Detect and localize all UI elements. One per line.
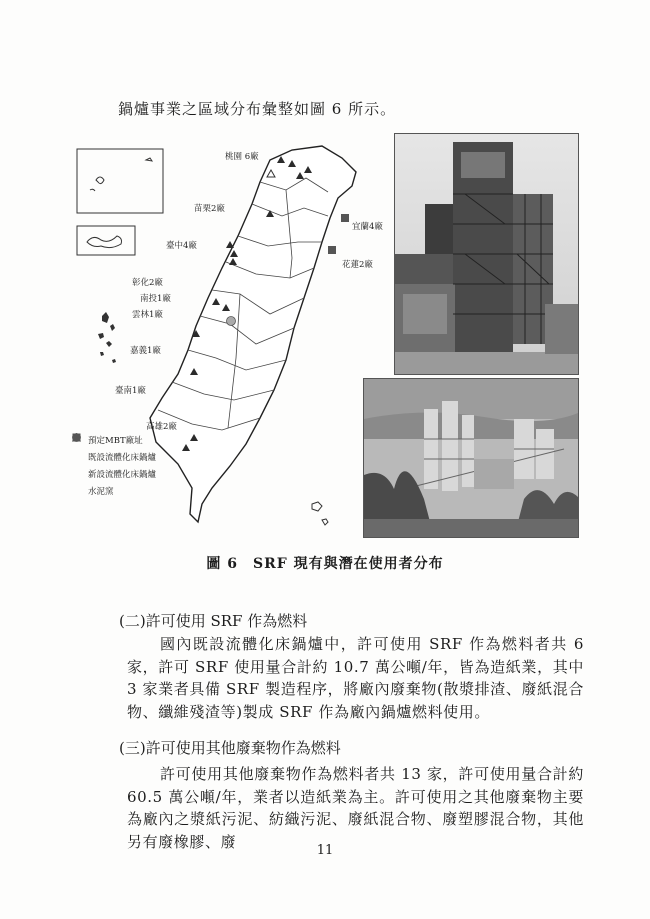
legend-item <box>72 433 156 450</box>
cement-kiln-marker-hualien <box>328 246 336 254</box>
label-hualien: 花蓮2廠 <box>342 260 373 270</box>
legend-label: 水泥窯 <box>88 487 114 497</box>
label-yunlin: 雲林1廠 <box>132 310 163 320</box>
section-2-body: 國內既設流體化床鍋爐中，許可使用 SRF 作為燃料者共 6 家，許可 SRF 使用量合計約 10.7 萬公噸/年，皆為造紙業，其中 3 家業者具備 SRF 製造程序，將廠內廢棄物(散漿排渣、廢紙混合物、纖維殘渣等)製成 SRF 作為廠內鍋爐燃料使用。 <box>127 635 584 721</box>
intro-text: 鍋爐事業之區域分布彙整如圖 6 所示。 <box>118 100 397 118</box>
taiwan-map-figure <box>60 138 385 543</box>
page-number: 11 <box>316 843 334 858</box>
label-chiayi: 嘉義1廠 <box>130 346 161 356</box>
section-3-heading: (三)許可使用其他廢棄物作為燃料 <box>119 739 341 757</box>
label-nantou: 南投1廠 <box>140 294 171 304</box>
inset-box-bottom <box>77 226 135 255</box>
map-legend <box>72 433 156 501</box>
section-3-body: 許可使用其他廢棄物作為燃料者共 13 家，許可使用量合計約 60.5 萬公噸/年，業者以造紙業為主。許可使用之其他廢棄物主要為廠內之漿紙污泥、紡織污泥、廢紙混合物、廢塑膠混合物，其他另有廢橡膠、廢 <box>127 765 584 851</box>
legend-label: 預定MBT廠址 <box>88 436 143 446</box>
cement-kiln-marker-yilan <box>341 214 349 222</box>
penghu-islands <box>98 312 116 363</box>
inset-island-1 <box>90 177 104 191</box>
inset-island-2 <box>146 158 152 161</box>
green-island <box>312 502 322 511</box>
label-miaoli: 苗栗2廠 <box>194 204 225 214</box>
legend-label: 既設流體化床鍋爐 <box>88 453 157 463</box>
label-taoyuan: 桃園 6廠 <box>225 152 259 162</box>
label-taichung: 臺中4廠 <box>166 241 197 251</box>
cement-plant-photo <box>363 378 579 538</box>
label-yilan: 宜蘭4廠 <box>352 222 383 232</box>
orchid-island <box>322 519 328 525</box>
figure-caption: 圖 6 SRF 現有與潛在使用者分布 <box>206 556 444 572</box>
triangle-marker <box>226 241 234 248</box>
inset-island-3 <box>87 236 122 248</box>
legend-item <box>72 484 156 501</box>
label-changhua: 彰化2廠 <box>132 278 163 288</box>
label-kaohsiung: 高雄2廠 <box>146 422 177 432</box>
boiler-plant-photo <box>394 133 579 375</box>
taiwan-outline <box>150 146 356 522</box>
legend-item <box>72 467 156 484</box>
legend-label: 新設流體化床鍋爐 <box>88 470 157 480</box>
section-2-heading: (二)許可使用 SRF 作為燃料 <box>119 612 308 630</box>
label-tainan: 臺南1廠 <box>115 386 146 396</box>
mbt-site-marker <box>227 317 236 326</box>
legend-item <box>72 450 156 467</box>
